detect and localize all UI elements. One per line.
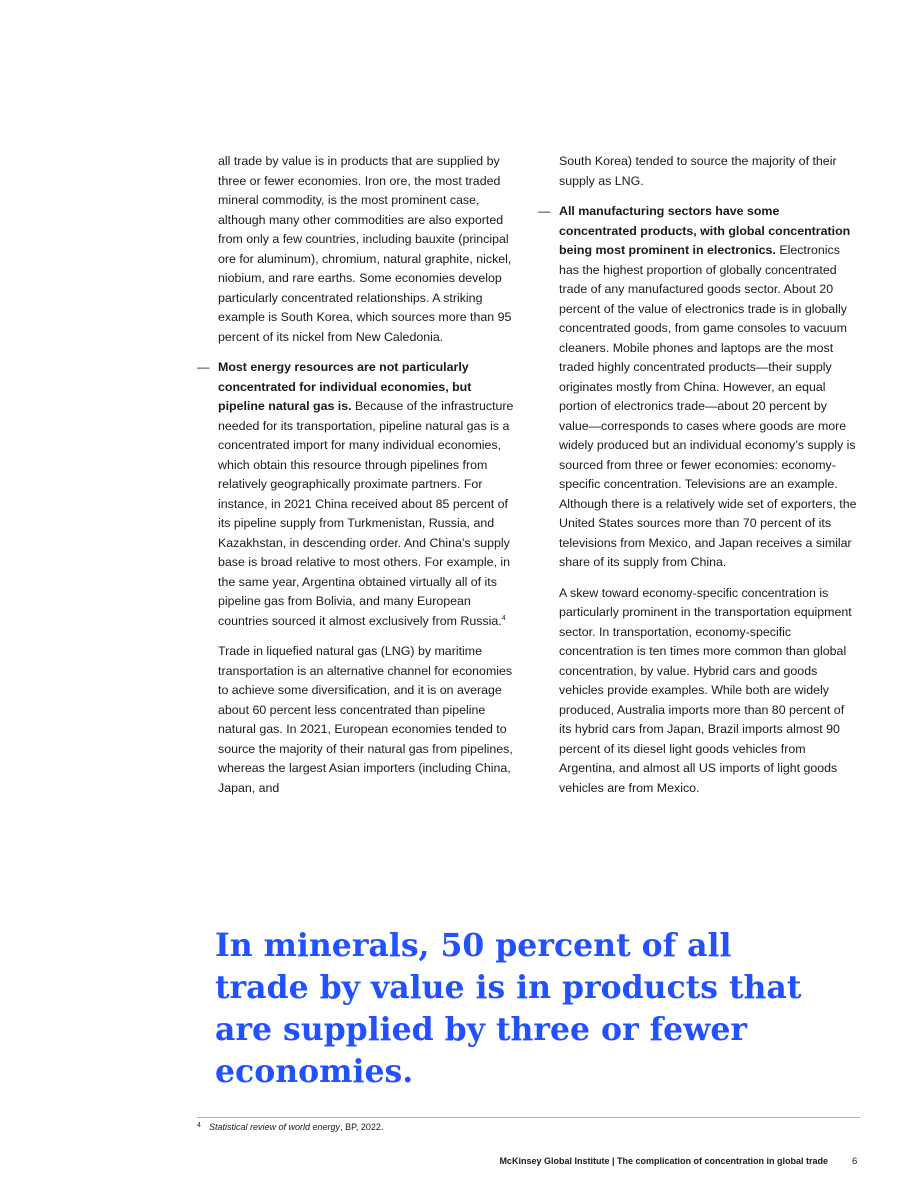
bullet-manufacturing (538, 202, 859, 573)
footnote-divider (197, 1117, 860, 1118)
bullet-energy-heading: Most energy resources are not particularly concentrated for individual economies, but pipeline natural gas is. (218, 360, 472, 413)
pull-quote: In minerals, 50 percent of all trade by value is in products that are supplied by three or fewer economies. (215, 927, 802, 1090)
page-number: 6 (852, 1156, 858, 1167)
footnote-ref[interactable]: 4 (501, 614, 506, 622)
bullet-dash: — (538, 204, 551, 218)
footnote-title: Statistical review of world energy (209, 1122, 341, 1132)
bullet-manufacturing-text: Electronics has the highest proportion of globally concentrated trade of any manufactured goods sector. About 20 percent of the value of electronics trade is in globally concentrated goods, from game consoles to vacuum cleaners. Mobile phones and laptops are the most traded highly concentrated products—their supply originates mostly from China. However, an equal portion of electronics trade—about 20 percent by value—corresponds to cases where goods are more widely produced but an individual economy’s supply is sourced from three or fewer economies: economy-specific concentration. Televisions are an example. Although there is a relatively wide set of exporters, the United States sources more than 70 percent of its televisions from Mexico, and Japan receives a similar share of its supply from China. (559, 243, 857, 569)
paragraph-lng-continued: South Korea) tended to source the majority of their supply as LNG. (559, 154, 837, 188)
running-footer: McKinsey Global Institute | The complication of concentration in global trade (499, 1156, 828, 1166)
bullet-dash: — (197, 360, 210, 374)
paragraph-minerals: all trade by value is in products that are supplied by three or fewer economies. Iron ore, the most traded mineral commodity, is the most prominent case, although many other commodities are also exported from only a few countries, including bauxite (principal ore for aluminum), chromium, natural graphite, nickel, niobium, and rare earths. Some economies develop particularly concentrated relationships. A striking example is South Korea, which sources more than 95 percent of its nickel from New Caledonia. (218, 154, 512, 344)
bullet-energy-text: Because of the infrastructure needed for its transportation, pipeline natural gas is a concentrated import for many individual economies, which obtain this resource through pipelines from relatively geographically proximate partners. For instance, in 2021 China received about 85 percent of its pipeline supply from Turkmenistan, Russia, and Kazakhstan, in descending order. And China’s supply base is broad relative to most others. For example, in the same year, Argentina obtained virtually all of its pipeline gas from Bolivia, and many European countries sourced it almost exclusively from Russia. (218, 399, 514, 628)
paragraph-lng: Trade in liquefied natural gas (LNG) by maritime transportation is an alternative channel for economies to achieve some diversification, and it is on average about 60 percent less concentrated than pipeline natural gas. In 2021, European economies tended to source the majority of their natural gas from pipelines, whereas the largest Asian importers (including China, Japan, and (218, 644, 513, 795)
bullet-energy (197, 358, 518, 631)
footnote-source: , BP, 2022. (340, 1122, 384, 1132)
paragraph-transportation: A skew toward economy-specific concentration is particularly prominent in the transportation equipment sector. In transportation, economy-specific concentration is ten times more common than global concentration, by value. Hybrid cars and goods vehicles provide examples. While both are widely produced, Australia imports more than 80 percent of its hybrid cars from Japan, Brazil imports almost 90 percent of its diesel light goods vehicles from Argentina, and almost all US imports of light goods vehicles are from Mexico. (559, 585, 852, 795)
bullet-manufacturing-heading: All manufacturing sectors have some concentrated products, with global concentration being most prominent in electronics. (559, 204, 851, 257)
footnote-number: 4 (197, 1122, 201, 1129)
right-column (538, 152, 859, 809)
footnote (197, 1122, 383, 1132)
left-column (197, 152, 518, 809)
